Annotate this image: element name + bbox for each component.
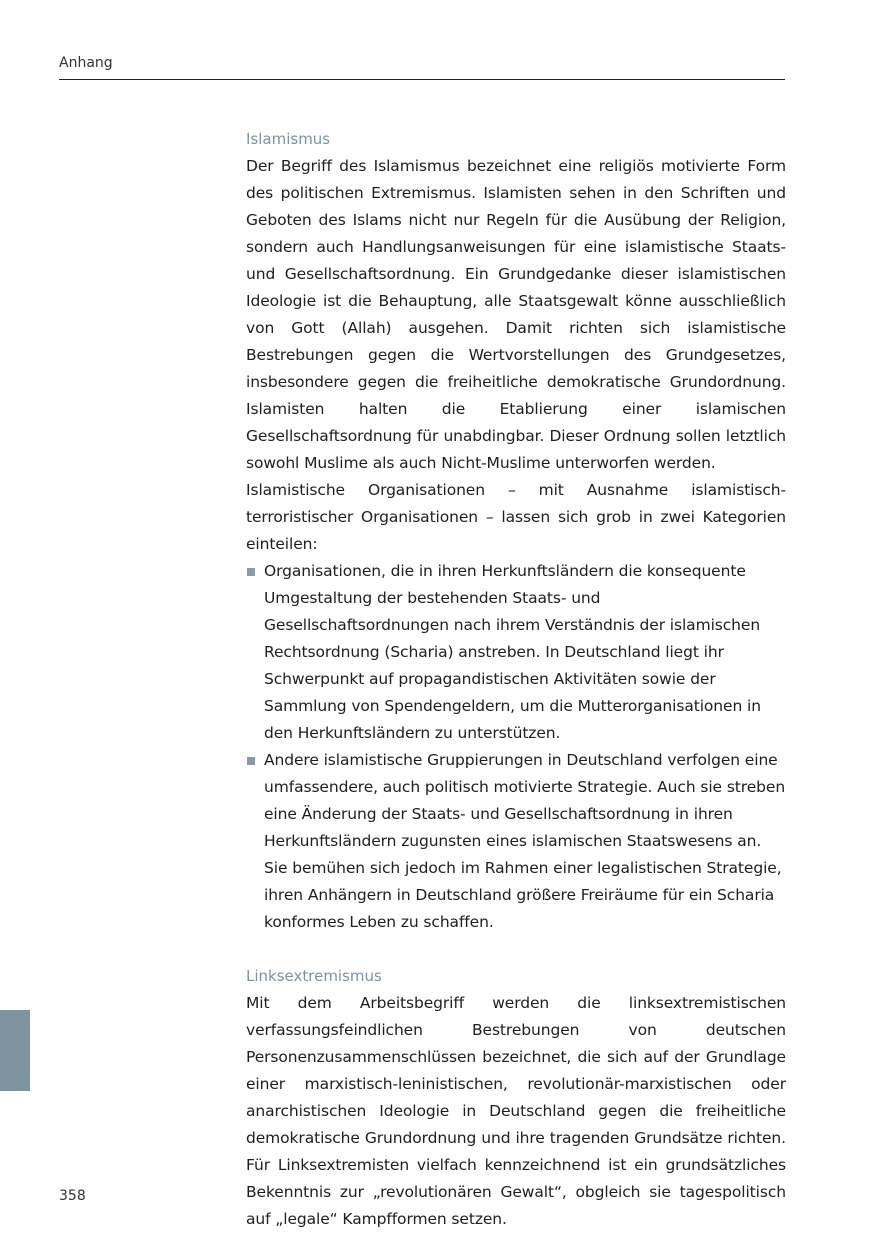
list-item-text: Andere islamistische Gruppierungen in Deutschland verfolgen eine umfassendere, auch politisch motivierte Strategie. Auch sie streben eine Änderung der Staats- und Gesellschaftsordnung in ihren Herkunftsländern zugunsten eines islamischen Staatswesens an. Sie bemühen sich jedoch im Rahmen einer legalistischen Strategie, ihren Anhängern in Deutschland größere Freiräume für ein Scharia konformes Leben zu schaffen. xyxy=(264,751,786,931)
running-header: Anhang xyxy=(59,55,113,71)
square-bullet-icon xyxy=(247,568,255,576)
square-bullet-icon xyxy=(247,757,255,765)
list-item-text: Organisationen, die in ihren Herkunftsländern die konsequente Umgestaltung der bestehenden Staats- und Gesellschaftsordnungen nach ihrem Verständnis der islamischen Rechtsordnung (Scharia) anstreben. In Deutschland liegt ihr Schwerpunkt auf propagandistischen Aktivitäten sowie der Sammlung von Spendengeldern, um die Mutterorganisationen in den Herkunftsländern zu unterstützen. xyxy=(264,562,761,742)
islamismus-paragraph-2: Islamistische Organisationen – mit Ausnahme islamistisch-terroristischer Organisationen – lassen sich grob in zwei Kategorien einteilen: xyxy=(246,481,786,553)
section-heading-linksextremismus: Linksextremismus xyxy=(246,967,382,985)
linksextremismus-paragraph: Mit dem Arbeitsbegriff werden die linksextremistischen verfassungsfeindlichen Bestrebungen von deutschen Personenzusammenschlüssen bezeichnet, die sich auf der Grundlage einer marxistisch-leninistischen, revolutionär-marxistischen oder anarchistischen Ideologie in Deutschland gegen die freiheitliche demokratische Grundordnung und ihre tragenden Grundsätze richten. Für Linksextremisten vielfach kennzeichnend ist ein grundsätzliches Bekenntnis zur „revolutionären Gewalt“, obgleich sie tagespolitisch auf „legale“ Kampfformen setzen. xyxy=(246,994,786,1228)
chapter-side-tab xyxy=(0,1010,30,1091)
section-heading-islamismus: Islamismus xyxy=(246,130,331,148)
header-rule xyxy=(59,79,785,80)
islamismus-paragraph-1: Der Begriff des Islamismus bezeichnet eine religiös motivierte Form des politischen Extremismus. Islamisten sehen in den Schriften und Geboten des Islams nicht nur Regeln für die Ausübung der Religion, sondern auch Handlungsanweisungen für eine islamistische Staats- und Gesellschaftsordnung. Ein Grundgedanke dieser islamistischen Ideologie ist die Behauptung, alle Staatsgewalt könne ausschließlich von Gott (Allah) ausgehen. Damit richten sich islamistische Bestrebungen gegen die Wertvorstellungen des Grundgesetzes, insbesondere gegen die freiheitliche demokratische Grundordnung. Islamisten halten die Etablierung einer islamischen Gesellschaftsordnung für unabdingbar. Dieser Ordnung sollen letztlich sowohl Muslime als auch Nicht-Muslime unterworfen werden. xyxy=(246,157,786,472)
page-number: 358 xyxy=(59,1188,86,1204)
bullet-list xyxy=(246,558,786,936)
main-content xyxy=(246,126,786,1233)
section-spacer xyxy=(246,936,786,963)
list-item xyxy=(246,747,786,936)
list-item xyxy=(246,558,786,747)
